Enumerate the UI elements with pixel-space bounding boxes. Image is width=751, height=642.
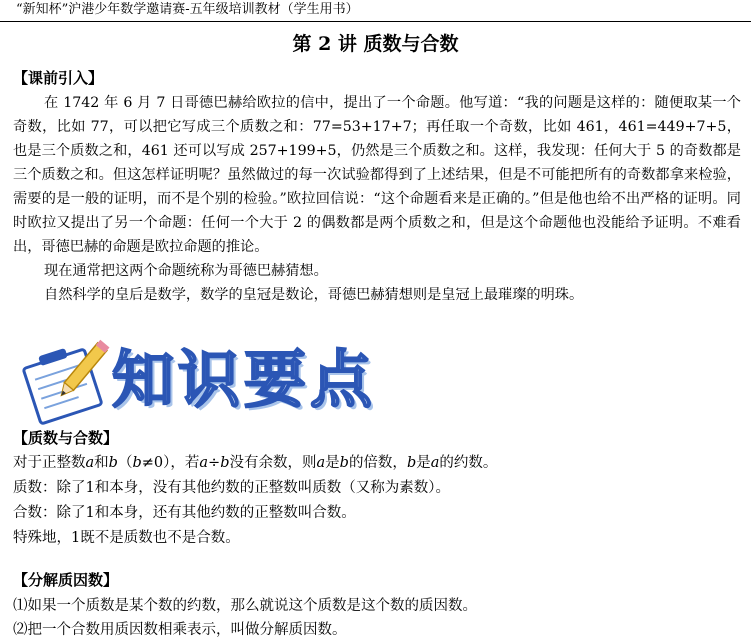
- notebook-pencil-icon: [12, 334, 122, 426]
- intro-paragraph-2: 现在通常把这两个命题统称为哥德巴赫猜想。: [44, 263, 328, 279]
- variable-a: a: [199, 455, 209, 471]
- section-heading-prime-composite: 【质数与合数】: [13, 429, 119, 447]
- section-heading-factorization: 【分解质因数】: [13, 571, 119, 589]
- variable-a: a: [316, 455, 326, 471]
- variable-a: a: [430, 455, 440, 471]
- intro-paragraph-3: 自然科学的皇后是数学，数学的皇冠是数论，哥德巴赫猜想则是皇冠上最璀璨的明珠。: [44, 287, 584, 303]
- text-segment: ≠0），若: [141, 455, 200, 471]
- lesson-title: 第 2 讲 质数与合数: [292, 33, 459, 55]
- page-header: [0, 0, 751, 22]
- definition-special-one: 特殊地，1既不是质数也不是合数。: [13, 530, 240, 546]
- banner-title: 知识要点: [112, 343, 377, 416]
- text-segment: 是: [325, 455, 340, 471]
- intro-heading: 【课前引入】: [13, 69, 104, 87]
- intro-paragraph: 在 1742 年 6 月 7 日哥德巴赫给欧拉的信中，提出了一个命题。他写道：“我的问题是这样的：随便取某一个奇数，比如 77，可以把它写成三个质数之和：77=53+17+7；再任取一个奇数，比如 461，461=449+7+5，也是三个质数之和，461 还可以写成 257+199+5，仍然是三个质数之和。这样，我发现：任何大于 5 的奇数都是三个质数之和。但这怎样证明呢？虽然做过的每一次试验都得到了上述结果，但是不可能把所有的奇数都拿来检验，需要的是一般的证明，而不是个别的检验。”欧拉回信说：“这个命题看来是正确的。”但是他也给不出严格的证明。同时欧拉又提出了另一个命题：任何一个大于 2 的偶数都是两个质数之和，但是这个命题他也没能给予证明。不难看出，哥德巴赫的命题是欧拉命题的推论。: [13, 95, 741, 255]
- variable-a: a: [85, 455, 95, 471]
- text-segment: 对于正整数: [13, 455, 86, 471]
- definition-prime: 质数：除了1和本身，没有其他约数的正整数叫质数（又称为素数）。: [13, 480, 450, 496]
- text-segment: 和: [94, 455, 109, 471]
- definition-line-1: [13, 451, 497, 475]
- variable-b: b: [339, 455, 349, 471]
- text-segment: 是: [416, 455, 431, 471]
- text-segment: 没有余数，则: [229, 455, 317, 471]
- factorization-item-2: ⑵把一个合数用质因数相乘表示，叫做分解质因数。: [13, 622, 347, 638]
- variable-b: b: [132, 455, 142, 471]
- factorization-item-1: ⑴如果一个质数是某个数的约数，那么就说这个质数是这个数的质因数。: [13, 598, 477, 614]
- text-segment: ÷: [208, 455, 221, 471]
- definition-composite: 合数：除了1和本身，还有其他约数的正整数叫合数。: [13, 505, 356, 521]
- variable-b: b: [406, 455, 417, 471]
- variable-b: b: [220, 455, 230, 471]
- variable-b: b: [108, 455, 118, 471]
- text-segment: 的倍数，: [348, 455, 407, 471]
- text-segment: （: [117, 455, 133, 471]
- knowledge-points-banner: [12, 334, 377, 426]
- text-segment: 的约数。: [439, 455, 498, 471]
- header-text: “新知杯”沪港少年数学邀请赛-五年级培训教材（学生用书）: [16, 2, 359, 17]
